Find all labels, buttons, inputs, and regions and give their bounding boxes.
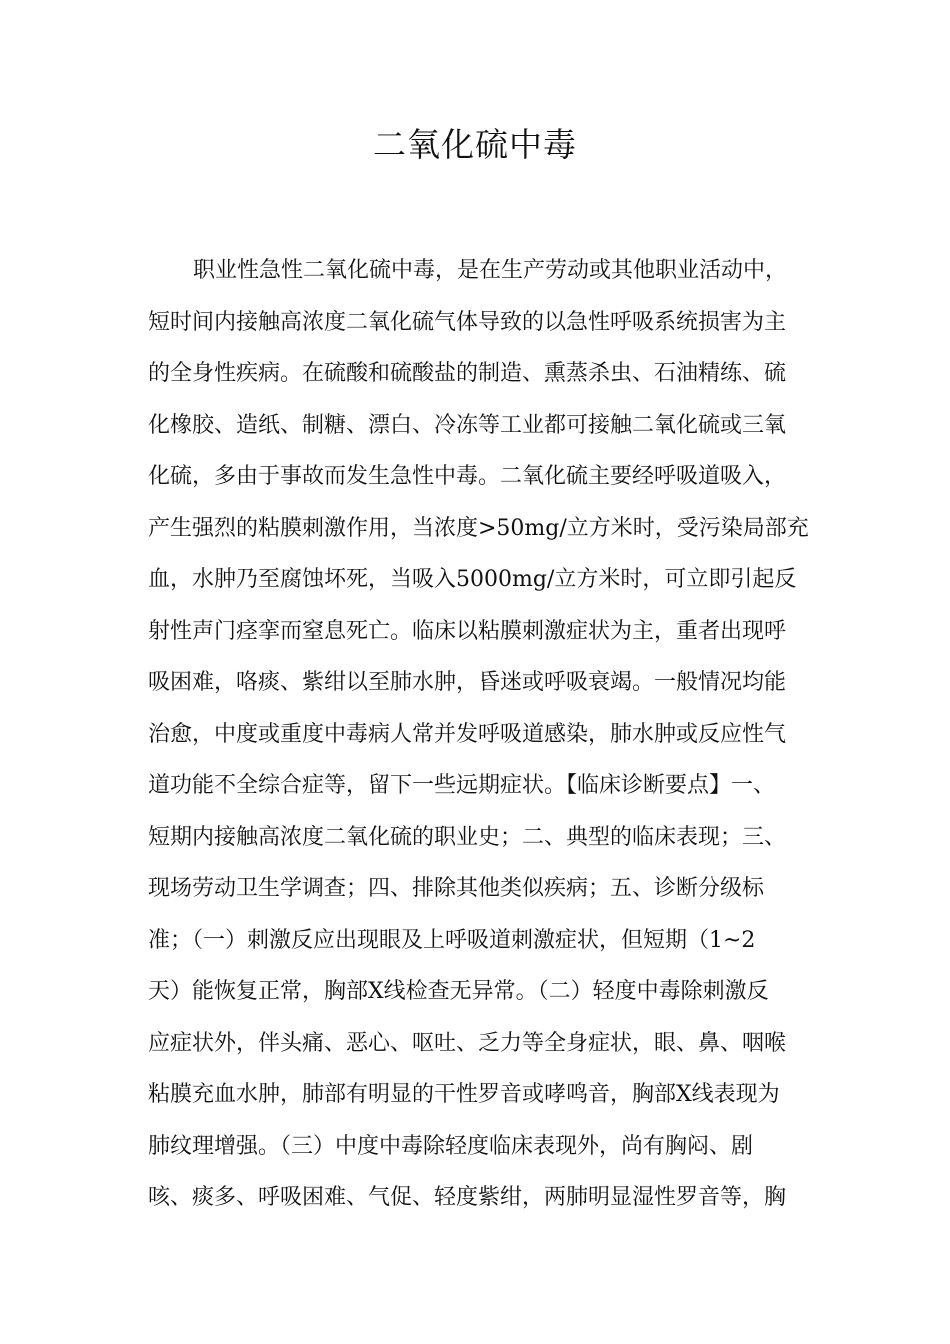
body-line: 治愈，中度或重度中毒病人常并发呼吸道感染，肺水肿或反应性气 [148, 721, 787, 747]
body-line: 粘膜充血水肿，肺部有明显的干性罗音或哮鸣音，胸部X线表现为 [148, 1082, 780, 1107]
body-line: 产生强烈的粘膜刺激作用，当浓度>50mg/立方米时，受污染局部充 [148, 515, 809, 541]
body-line: 短时间内接触高浓度二氧化硫气体导致的以急性呼吸系统损害为主 [148, 309, 787, 335]
body-line: 应症状外，伴头痛、恶心、呕吐、乏力等全身症状，眼、鼻、咽喉 [148, 1030, 787, 1056]
body-line: 短期内接触高浓度二氧化硫的职业史；二、典型的临床表现；三、 [148, 824, 787, 850]
body-line: 天）能恢复正常，胸部X线检查无异常。（二）轻度中毒除刺激反 [148, 979, 769, 1004]
body-line: 射性声门痉挛而窒息死亡。临床以粘膜刺激症状为主，重者出现呼 [148, 618, 787, 644]
document-body [148, 245, 808, 1224]
body-line: 化橡胶、造纸、制糖、漂白、冷冻等工业都可接触二氧化硫或三氧 [148, 412, 787, 438]
body-line: 职业性急性二氧化硫中毒，是在生产劳动或其他职业活动中， [193, 258, 788, 283]
body-line: 道功能不全综合症等，留下一些远期症状。【临床诊断要点】一、 [148, 773, 776, 798]
body-line: 现场劳动卫生学调查；四、排除其他类似疾病；五、诊断分级标 [148, 876, 765, 901]
body-line: 的全身性疾病。在硫酸和硫酸盐的制造、熏蒸杀虫、石油精练、硫 [148, 361, 787, 386]
body-line: 咳、痰多、呼吸困难、气促、轻度紫绀，两肺明显湿性罗音等，胸 [148, 1185, 787, 1210]
body-line: 血，水肿乃至腐蚀坏死，当吸入5000mg/立方米时，可立即引起反 [148, 567, 797, 592]
body-line: 吸困难，咯痰、紫绀以至肺水肿，昏迷或呼吸衰竭。一般情况均能 [148, 670, 787, 695]
body-line: 肺纹理增强。（三）中度中毒除轻度临床表现外，尚有胸闷、剧 [148, 1133, 754, 1159]
body-line: 化硫，多由于事故而发生急性中毒。二氧化硫主要经呼吸道吸入， [148, 464, 787, 489]
document-title: 二氧化硫中毒 [373, 125, 577, 164]
body-line: 准；（一）刺激反应出现眼及上呼吸道刺激症状，但短期（1~2 [148, 927, 756, 953]
